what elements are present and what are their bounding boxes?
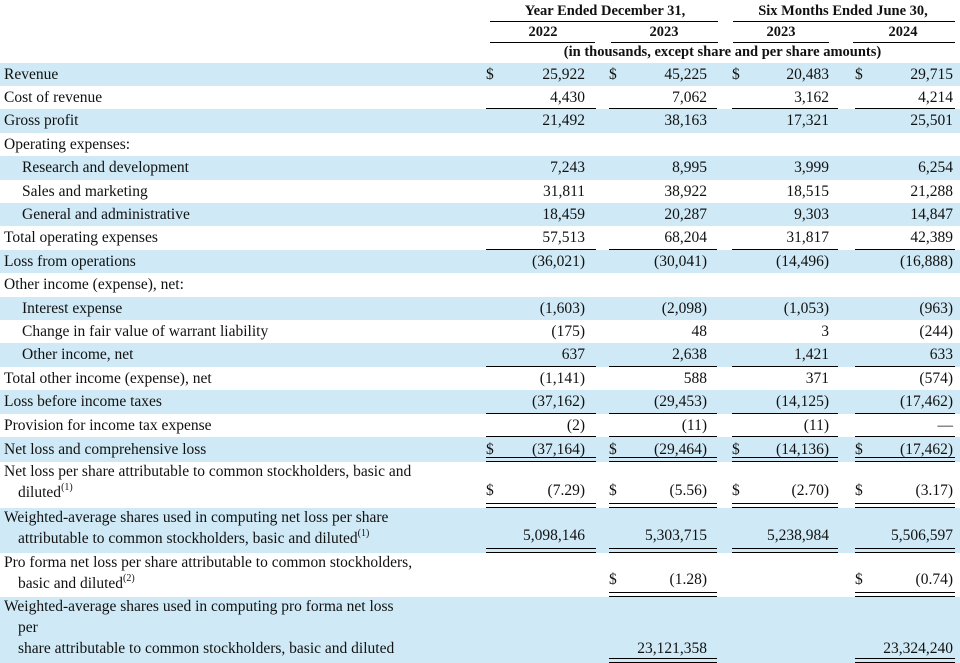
value-cell: 7,243 bbox=[550, 159, 585, 176]
currency-symbol: $ bbox=[855, 571, 863, 588]
table-row bbox=[0, 109, 960, 133]
currency-symbol bbox=[855, 135, 869, 155]
row-label: Revenue bbox=[4, 66, 59, 83]
value-cell: (7.29) bbox=[547, 482, 585, 499]
row-label: Net loss per share attributable to common stockholders, basic and bbox=[4, 463, 412, 480]
row-label: basic and diluted$^{(2)}$ bbox=[18, 573, 135, 592]
value-cell: 18,459 bbox=[542, 206, 585, 223]
currency-symbol bbox=[609, 416, 623, 436]
currency-symbol bbox=[609, 275, 623, 295]
currency-symbol bbox=[486, 299, 500, 319]
row-label: attributable to common stockholders, basic and diluted$^{(1)}$ bbox=[18, 528, 370, 547]
value-cell: (11) bbox=[803, 417, 829, 434]
currency-symbol bbox=[609, 392, 623, 412]
currency-symbol bbox=[609, 228, 623, 248]
table-row bbox=[0, 343, 960, 367]
value-cell: (30,041) bbox=[654, 253, 707, 270]
row-label: Change in fair value of warrant liability bbox=[22, 323, 269, 340]
currency-symbol bbox=[732, 526, 746, 546]
table-row bbox=[0, 462, 960, 508]
header-group2-rule bbox=[733, 21, 955, 22]
value-cell: 4,430 bbox=[550, 89, 585, 106]
value-cell: 21,288 bbox=[910, 183, 953, 200]
currency-symbol bbox=[609, 322, 623, 342]
table-row bbox=[0, 133, 960, 156]
table-row bbox=[0, 203, 960, 226]
table-row bbox=[0, 414, 960, 437]
currency-symbol bbox=[855, 252, 869, 272]
value-cell: (29,464) bbox=[654, 441, 707, 458]
header-group1-rule bbox=[490, 21, 718, 22]
value-cell: 38,922 bbox=[664, 183, 707, 200]
value-cell: (1,053) bbox=[783, 300, 829, 317]
header-year-2022: 2022 bbox=[528, 24, 558, 40]
value-cell: 68,204 bbox=[664, 229, 707, 246]
value-cell: 57,513 bbox=[542, 229, 585, 246]
row-label: Gross profit bbox=[4, 112, 79, 129]
currency-symbol bbox=[732, 205, 746, 225]
currency-symbol bbox=[486, 158, 500, 178]
value-cell bbox=[500, 570, 585, 590]
value-cell: 3 bbox=[821, 323, 829, 340]
row-label: General and administrative bbox=[22, 206, 190, 223]
value-cell: (14,496) bbox=[776, 253, 829, 270]
row-label: Weighted-average shares used in computing net loss per share bbox=[4, 509, 389, 526]
currency-symbol bbox=[855, 392, 869, 412]
currency-symbol: $ bbox=[486, 441, 494, 458]
value-cell: 4,214 bbox=[918, 89, 953, 106]
currency-symbol bbox=[609, 182, 623, 202]
value-cell bbox=[746, 639, 829, 659]
currency-symbol bbox=[609, 88, 623, 108]
currency-symbol bbox=[855, 88, 869, 108]
currency-symbol: $ bbox=[732, 482, 740, 499]
currency-symbol bbox=[855, 322, 869, 342]
header-group-year-ended: Year Ended December 31, bbox=[524, 3, 686, 19]
value-cell: 371 bbox=[805, 370, 829, 387]
currency-symbol bbox=[486, 416, 500, 436]
row-label: Other income (expense), net: bbox=[4, 276, 184, 293]
value-cell: (2.70) bbox=[791, 482, 829, 499]
currency-symbol bbox=[609, 299, 623, 319]
currency-symbol bbox=[855, 182, 869, 202]
currency-symbol bbox=[732, 345, 746, 365]
row-label: diluted$^{(1)}$ bbox=[18, 482, 73, 501]
currency-symbol: $ bbox=[609, 66, 617, 83]
value-cell: 18,515 bbox=[786, 183, 829, 200]
value-cell: (11) bbox=[681, 417, 707, 434]
value-cell: 14,847 bbox=[910, 206, 953, 223]
row-label: Operating expenses: bbox=[4, 136, 131, 153]
currency-symbol: $ bbox=[732, 66, 740, 83]
value-cell: (17,462) bbox=[900, 441, 953, 458]
header-group-six-months: Six Months Ended June 30, bbox=[758, 3, 928, 19]
value-cell: (16,888) bbox=[900, 253, 953, 270]
value-cell: (3.17) bbox=[915, 482, 953, 499]
currency-symbol bbox=[609, 526, 623, 546]
value-cell: 8,995 bbox=[672, 159, 707, 176]
value-cell: (2,098) bbox=[661, 300, 707, 317]
row-label: Provision for income tax expense bbox=[4, 417, 212, 434]
value-cell: (37,162) bbox=[532, 393, 585, 410]
row-label: share attributable to common stockholders, basic and diluted bbox=[18, 640, 395, 657]
table-row bbox=[0, 390, 960, 414]
currency-symbol bbox=[609, 135, 623, 155]
value-cell bbox=[500, 275, 585, 295]
row-label: Sales and marketing bbox=[22, 183, 148, 200]
value-cell bbox=[746, 135, 829, 155]
currency-symbol bbox=[486, 252, 500, 272]
value-cell bbox=[869, 135, 953, 155]
value-cell: (1,603) bbox=[539, 300, 585, 317]
currency-symbol bbox=[609, 345, 623, 365]
row-label: Total operating expenses bbox=[4, 229, 158, 246]
currency-symbol bbox=[609, 369, 623, 389]
currency-symbol bbox=[486, 369, 500, 389]
row-label: Weighted-average shares used in computing pro forma net loss bbox=[4, 598, 394, 615]
currency-symbol bbox=[486, 639, 500, 659]
currency-symbol: $ bbox=[609, 441, 617, 458]
row-label: Pro forma net loss per share attributable to common stockholders, bbox=[4, 554, 413, 571]
value-cell: 17,321 bbox=[786, 112, 829, 129]
row-label: Cost of revenue bbox=[4, 89, 103, 106]
currency-symbol bbox=[609, 252, 623, 272]
currency-symbol bbox=[855, 228, 869, 248]
header-year-2023a: 2023 bbox=[649, 24, 679, 40]
currency-symbol bbox=[486, 111, 500, 131]
header-year-2023b: 2023 bbox=[766, 24, 796, 40]
value-cell: 5,098,146 bbox=[523, 527, 585, 544]
value-cell: 9,303 bbox=[794, 206, 829, 223]
currency-symbol bbox=[486, 205, 500, 225]
currency-symbol: $ bbox=[609, 571, 617, 588]
value-cell: 6,254 bbox=[918, 159, 953, 176]
currency-symbol bbox=[732, 158, 746, 178]
table-row bbox=[0, 180, 960, 203]
currency-symbol bbox=[732, 111, 746, 131]
value-cell: 21,492 bbox=[542, 112, 585, 129]
value-cell: (574) bbox=[919, 370, 953, 387]
currency-symbol bbox=[732, 416, 746, 436]
currency-symbol bbox=[732, 88, 746, 108]
currency-symbol bbox=[486, 182, 500, 202]
currency-symbol bbox=[732, 252, 746, 272]
currency-symbol: $ bbox=[486, 66, 494, 83]
value-cell: 2,638 bbox=[672, 346, 707, 363]
currency-symbol bbox=[732, 322, 746, 342]
value-cell bbox=[500, 639, 585, 659]
currency-symbol bbox=[486, 570, 500, 590]
value-cell: (14,125) bbox=[776, 393, 829, 410]
value-cell: 3,162 bbox=[794, 89, 829, 106]
currency-symbol bbox=[609, 111, 623, 131]
currency-symbol bbox=[609, 158, 623, 178]
currency-symbol bbox=[732, 228, 746, 248]
value-cell: 25,922 bbox=[542, 66, 585, 83]
value-cell: 20,287 bbox=[664, 206, 707, 223]
currency-symbol bbox=[486, 392, 500, 412]
value-cell: 31,811 bbox=[542, 183, 585, 200]
value-cell: (175) bbox=[551, 323, 585, 340]
double-total-rule bbox=[855, 658, 955, 663]
currency-symbol: $ bbox=[732, 441, 740, 458]
currency-symbol bbox=[855, 345, 869, 365]
currency-symbol bbox=[486, 228, 500, 248]
value-cell: (244) bbox=[919, 323, 953, 340]
table-row bbox=[0, 63, 960, 86]
currency-symbol bbox=[486, 345, 500, 365]
table-row bbox=[0, 226, 960, 250]
currency-symbol bbox=[732, 135, 746, 155]
currency-symbol bbox=[486, 322, 500, 342]
row-label: Total other income (expense), net bbox=[4, 370, 212, 387]
value-cell: 42,389 bbox=[910, 229, 953, 246]
value-cell: (963) bbox=[919, 300, 953, 317]
value-cell: (17,462) bbox=[900, 393, 953, 410]
table-row bbox=[0, 273, 960, 297]
currency-symbol: $ bbox=[855, 441, 863, 458]
value-cell: (36,021) bbox=[532, 253, 585, 270]
row-label: Loss from operations bbox=[4, 253, 136, 270]
value-cell: 588 bbox=[683, 370, 707, 387]
value-cell: 5,303,715 bbox=[645, 527, 707, 544]
value-cell bbox=[746, 275, 829, 295]
value-cell: 5,238,984 bbox=[767, 527, 829, 544]
currency-symbol bbox=[486, 135, 500, 155]
currency-symbol bbox=[609, 639, 623, 659]
table-row bbox=[0, 508, 960, 553]
value-cell: (1,141) bbox=[539, 370, 585, 387]
currency-symbol bbox=[855, 275, 869, 295]
currency-symbol bbox=[486, 88, 500, 108]
value-cell: 29,715 bbox=[910, 66, 953, 83]
value-cell bbox=[623, 135, 707, 155]
table-row bbox=[0, 320, 960, 343]
row-label: Research and development bbox=[22, 159, 189, 176]
value-cell: (37,164) bbox=[532, 441, 585, 458]
currency-symbol bbox=[855, 369, 869, 389]
currency-symbol bbox=[732, 299, 746, 319]
currency-symbol bbox=[609, 205, 623, 225]
value-cell: — bbox=[937, 417, 953, 434]
currency-symbol bbox=[732, 182, 746, 202]
currency-symbol bbox=[732, 369, 746, 389]
table-row bbox=[0, 156, 960, 180]
currency-symbol: $ bbox=[855, 482, 863, 499]
row-label: per bbox=[18, 619, 38, 636]
row-label: Loss before income taxes bbox=[4, 393, 162, 410]
value-cell: 23,121,358 bbox=[637, 640, 707, 657]
value-cell: 38,163 bbox=[664, 112, 707, 129]
value-cell: 5,506,597 bbox=[891, 527, 953, 544]
currency-symbol bbox=[855, 416, 869, 436]
currency-symbol bbox=[732, 275, 746, 295]
value-cell: (1.28) bbox=[669, 571, 707, 588]
currency-symbol bbox=[855, 205, 869, 225]
row-label: Other income, net bbox=[22, 346, 134, 363]
value-cell: 48 bbox=[691, 323, 707, 340]
footnote-marker: (1) bbox=[357, 528, 370, 539]
double-total-rule bbox=[609, 658, 717, 663]
value-cell: 633 bbox=[929, 346, 953, 363]
value-cell: (0.74) bbox=[915, 571, 953, 588]
footnote-marker: (1) bbox=[61, 482, 73, 493]
value-cell: 7,062 bbox=[672, 89, 707, 106]
value-cell: (2) bbox=[566, 417, 585, 434]
table-row bbox=[0, 597, 960, 663]
value-cell: 23,324,240 bbox=[883, 640, 953, 657]
currency-symbol bbox=[732, 392, 746, 412]
currency-symbol bbox=[855, 526, 869, 546]
value-cell: 45,225 bbox=[664, 66, 707, 83]
footnote-marker: (2) bbox=[123, 573, 135, 584]
currency-symbol: $ bbox=[855, 66, 863, 83]
currency-symbol bbox=[732, 570, 746, 590]
value-cell: 1,421 bbox=[794, 346, 829, 363]
value-cell: 20,483 bbox=[786, 66, 829, 83]
header-units-note: (in thousands, except share and per share amounts) bbox=[563, 44, 882, 60]
value-cell bbox=[623, 275, 707, 295]
value-cell bbox=[500, 135, 585, 155]
currency-symbol bbox=[486, 275, 500, 295]
table-row bbox=[0, 367, 960, 390]
currency-symbol: $ bbox=[609, 482, 617, 499]
currency-symbol bbox=[855, 299, 869, 319]
value-cell bbox=[869, 275, 953, 295]
currency-symbol bbox=[855, 639, 869, 659]
value-cell: (14,136) bbox=[776, 441, 829, 458]
table-row bbox=[0, 297, 960, 320]
value-cell: 25,501 bbox=[910, 112, 953, 129]
value-cell: 31,817 bbox=[786, 229, 829, 246]
value-cell: (29,453) bbox=[654, 393, 707, 410]
table-row bbox=[0, 250, 960, 273]
value-cell bbox=[746, 570, 829, 590]
currency-symbol bbox=[732, 639, 746, 659]
row-label: Net loss and comprehensive loss bbox=[4, 441, 207, 458]
value-cell: (5.56) bbox=[669, 482, 707, 499]
value-cell: 3,999 bbox=[794, 159, 829, 176]
header-year-2024: 2024 bbox=[888, 24, 918, 40]
currency-symbol bbox=[855, 158, 869, 178]
currency-symbol bbox=[486, 526, 500, 546]
row-label: Interest expense bbox=[22, 300, 123, 317]
table-row bbox=[0, 86, 960, 109]
currency-symbol bbox=[855, 111, 869, 131]
value-cell: 637 bbox=[561, 346, 585, 363]
table-row bbox=[0, 553, 960, 597]
currency-symbol: $ bbox=[486, 482, 494, 499]
